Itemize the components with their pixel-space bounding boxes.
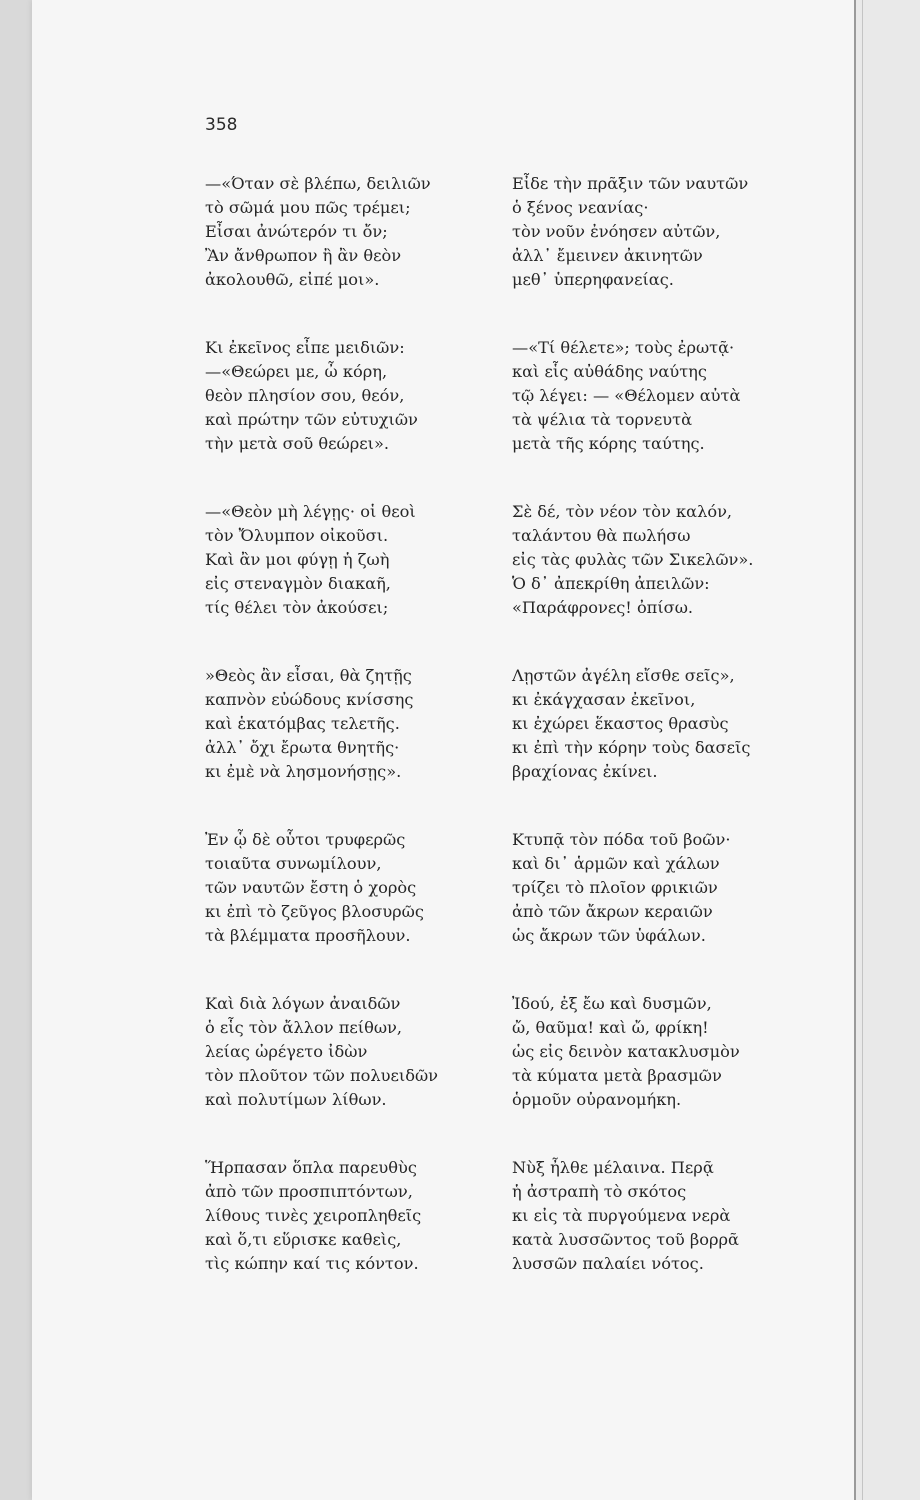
poem-line: ταλάντου θὰ πωλήσω [512, 526, 691, 545]
poem-line: Ἂν ἄνθρωπον ἢ ἂν θεὸν [205, 246, 402, 265]
poem-line: λείας ὠρέγετο ἰδὼν [205, 1042, 368, 1061]
poem-line: Λῃστῶν ἀγέλη εἴσθε σεῖς», [512, 666, 735, 685]
poem-line: ὁ εἷς τὸν ἄλλον πείθων, [205, 1018, 403, 1037]
poem-line: τὸν νοῦν ἐνόησεν αὐτῶν, [512, 222, 721, 241]
stanza [512, 1156, 817, 1320]
poem-line: κι ἐπὶ τὴν κόρην τοὺς δασεῖς [512, 738, 751, 757]
poem-line: —«Θεώρει με, ὦ κόρη, [205, 362, 388, 381]
poem-line: τὸ σῶμά μου πῶς τρέμει; [205, 198, 411, 217]
left-column [205, 172, 505, 1320]
poem-line: Κτυπᾷ τὸν πόδα τοῦ βοῶν· [512, 830, 731, 849]
poem-line: καὶ πολυτίμων λίθων. [205, 1090, 387, 1109]
poem-line: τὶς κώπην καί τις κόντον. [205, 1254, 419, 1273]
stanza [205, 1156, 505, 1320]
poem-line: εἰς στεναγμὸν διακαῆ, [205, 574, 391, 593]
poem-line: τρίζει τὸ πλοῖον φρικιῶν [512, 878, 718, 897]
poem-line: Κι ἐκεῖνος εἶπε μειδιῶν: [205, 338, 405, 357]
poem-line: καὶ πρώτην τῶν εὐτυχιῶν [205, 410, 418, 429]
poem-line: »Θεὸς ἂν εἶσαι, θὰ ζητῇς [205, 666, 412, 685]
stanza [205, 992, 505, 1156]
poem-line: Ὁ δ᾽ ἀπεκρίθη ἀπειλῶν: [512, 574, 710, 593]
poem-line: Ἰδού, ἐξ ἔω καὶ δυσμῶν, [512, 994, 712, 1013]
poem-line: καπνὸν εὐώδους κνίσσης [205, 690, 414, 709]
stanza [512, 992, 817, 1156]
poem-line: ἀλλ᾽ ἔμεινεν ἀκινητῶν [512, 246, 703, 265]
poem-line: κι ἐμὲ νὰ λησμονήσῃς». [205, 762, 402, 781]
poem-line: Εἶδε τὴν πρᾶξιν τῶν ναυτῶν [512, 174, 749, 193]
poem-line: Σὲ δέ, τὸν νέον τὸν καλόν, [512, 502, 733, 521]
poem-line: Ἥρπασαν ὅπλα παρευθὺς [205, 1158, 417, 1177]
poem-line: ἡ ἀστραπὴ τὸ σκότος [512, 1182, 687, 1201]
poem-line: Καὶ ἂν μοι φύγῃ ἡ ζωὴ [205, 550, 390, 569]
poem-line: τῷ λέγει: — «Θέλομεν αὐτὰ [512, 386, 741, 405]
poem-line: βραχίονας ἐκίνει. [512, 762, 658, 781]
poem-line: μεθ᾽ ὑπερηφανείας. [512, 270, 674, 289]
right-column [512, 172, 817, 1320]
stanza [512, 664, 817, 828]
poem-line: τὴν μετὰ σοῦ θεώρει». [205, 434, 389, 453]
stanza [205, 664, 505, 828]
poem-line: ὤ, θαῦμα! καὶ ὤ, φρίκη! [512, 1018, 709, 1037]
poem-line: εἰς τὰς φυλὰς τῶν Σικελῶν». [512, 550, 754, 569]
poem-line: κι ἐπὶ τὸ ζεῦγος βλοσυρῶς [205, 902, 424, 921]
stanza [205, 500, 505, 664]
page-number: 358 [205, 115, 238, 135]
poem-line: Καὶ διὰ λόγων ἀναιδῶν [205, 994, 401, 1013]
poem-line: ἀκολουθῶ, εἰπέ μοι». [205, 270, 380, 289]
poem-line: μετὰ τῆς κόρης ταύτης. [512, 434, 705, 453]
poem-line: καὶ εἷς αὐθάδης ναύτης [512, 362, 707, 381]
poem-line: —«Όταν σὲ βλέπω, δειλιῶν [205, 174, 431, 193]
poem-line: ὁ ξένος νεανίας· [512, 198, 649, 217]
poem-line: ἀλλ᾽ ὄχι ἔρωτα θνητῆς· [205, 738, 400, 757]
poem-line: ὡς εἰς δεινὸν κατακλυσμὸν [512, 1042, 740, 1061]
poem-line: καὶ ὅ,τι εὕρισκε καθεὶς, [205, 1230, 402, 1249]
poem-line: Νὺξ ἦλθε μέλαινα. Περᾷ [512, 1158, 714, 1177]
stanza [512, 336, 817, 500]
poem-line: λυσσῶν παλαίει νότος. [512, 1254, 704, 1273]
poem-line: τὸν πλοῦτον τῶν πολυειδῶν [205, 1066, 439, 1085]
stanza [205, 828, 505, 992]
poem-line: θεὸν πλησίον σου, θεόν, [205, 386, 405, 405]
poem-line: Εἶσαι ἀνώτερόν τι ὄν; [205, 222, 388, 241]
poem-line: «Παράφρονες! ὀπίσω. [512, 598, 694, 617]
poem-line: τὸν Ὄλυμπον οἰκοῦσι. [205, 526, 389, 545]
page-edge [854, 0, 920, 1500]
poem-line: κι ἐχώρει ἕκαστος θρασὺς [512, 714, 729, 733]
poem-line: ἀπὸ τῶν προσπιπτόντων, [205, 1182, 413, 1201]
poem-line: τὰ βλέμματα προσῆλουν. [205, 926, 411, 945]
poem-line: τὰ ψέλια τὰ τορνευτὰ [512, 410, 692, 429]
stanza [205, 336, 505, 500]
poem-line: Ἐν ᾧ δὲ οὗτοι τρυφερῶς [205, 830, 406, 849]
poem-line: λίθους τινὲς χειροπληθεῖς [205, 1206, 422, 1225]
poem-line: κι ἐκάγχασαν ἐκεῖνοι, [512, 690, 696, 709]
poem-line: τῶν ναυτῶν ἔστη ὁ χορὸς [205, 878, 417, 897]
stanza [512, 500, 817, 664]
poem-line: τίς θέλει τὸν ἀκούσει; [205, 598, 389, 617]
poem-line: ἀπὸ τῶν ἄκρων κεραιῶν [512, 902, 713, 921]
poem-line: ὡς ἄκρων τῶν ὑφάλων. [512, 926, 706, 945]
stanza [512, 172, 817, 336]
poem-line: ὁρμοῦν οὐρανομήκη. [512, 1090, 682, 1109]
poem-line: κατὰ λυσσῶντος τοῦ βορρᾶ [512, 1230, 739, 1249]
poem-line: καὶ ἑκατόμβας τελετῆς. [205, 714, 400, 733]
stanza [512, 828, 817, 992]
poem-line: —«Τί θέλετε»; τοὺς ἐρωτᾷ· [512, 338, 735, 357]
poem-line: τοιαῦτα συνωμίλουν, [205, 854, 382, 873]
poem-line: τὰ κύματα μετὰ βρασμῶν [512, 1066, 722, 1085]
poem-line: —«Θεὸν μὴ λέγῃς· οἱ θεοὶ [205, 502, 416, 521]
stanza [205, 172, 505, 336]
poem-line: καὶ δι᾽ ἁρμῶν καὶ χάλων [512, 854, 720, 873]
poem-line: κι εἰς τὰ πυργούμενα νερὰ [512, 1206, 731, 1225]
